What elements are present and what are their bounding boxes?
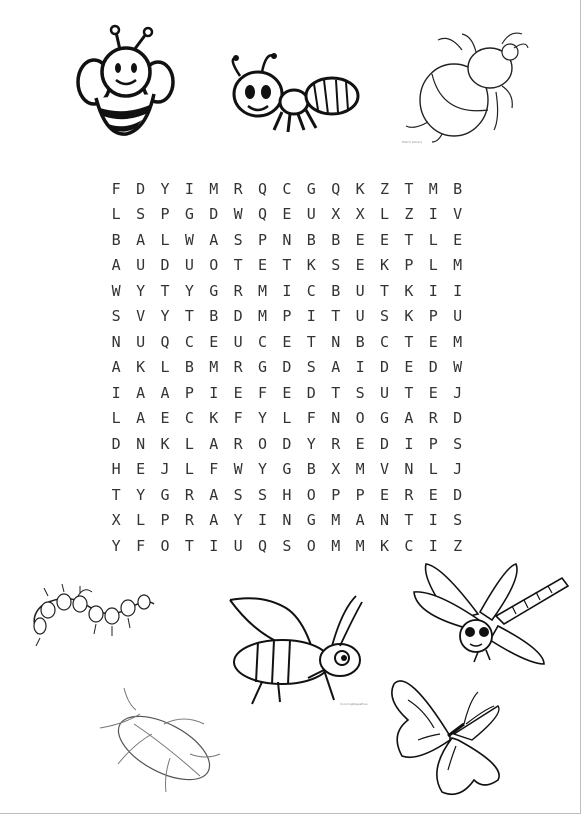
grid-letter: A <box>209 511 219 530</box>
grid-letter: T <box>160 281 170 300</box>
grid-letter: J <box>453 460 463 479</box>
grid-letter: H <box>282 485 292 504</box>
grasshopper-icon <box>222 590 372 710</box>
grid-letter: E <box>282 332 292 351</box>
grid-letter: R <box>233 434 243 453</box>
grid-letter: M <box>453 332 463 351</box>
grid-row <box>104 380 470 406</box>
grid-letter: D <box>453 485 463 504</box>
grid-letter: Y <box>136 281 146 300</box>
grasshopper-credit: ColoringPagesPlus <box>340 702 368 706</box>
grid-letter: D <box>209 205 219 224</box>
grid-letter: C <box>184 409 194 428</box>
grid-letter: T <box>404 383 414 402</box>
grid-letter: E <box>453 230 463 249</box>
centipede-icon <box>18 586 158 656</box>
grid-letter: R <box>233 179 243 198</box>
grid-letter: D <box>233 307 243 326</box>
grid-letter: G <box>160 485 170 504</box>
grid-letter: T <box>331 307 341 326</box>
grid-letter: Z <box>404 205 414 224</box>
grid-letter: P <box>160 205 170 224</box>
grid-letter: M <box>258 281 268 300</box>
grid-letter: I <box>355 358 365 377</box>
grid-letter: L <box>111 409 121 428</box>
grid-letter: D <box>111 434 121 453</box>
grid-letter: E <box>282 383 292 402</box>
grid-letter: K <box>379 536 389 555</box>
grid-letter: Q <box>160 332 170 351</box>
grid-letter: B <box>184 358 194 377</box>
grid-letter: M <box>428 179 438 198</box>
grid-letter: Y <box>258 460 268 479</box>
grid-letter: U <box>355 281 365 300</box>
grid-letter: U <box>233 332 243 351</box>
grid-letter: G <box>209 281 219 300</box>
grid-letter: W <box>233 205 243 224</box>
grid-letter: E <box>379 230 389 249</box>
grid-letter: K <box>160 434 170 453</box>
grid-letter: K <box>136 358 146 377</box>
grid-letter: L <box>379 205 389 224</box>
grid-letter: S <box>379 307 389 326</box>
grid-letter: V <box>379 460 389 479</box>
grid-letter: C <box>404 536 414 555</box>
grid-letter: I <box>258 511 268 530</box>
cockroach-icon <box>94 684 226 794</box>
grid-letter: V <box>453 205 463 224</box>
grid-letter: K <box>209 409 219 428</box>
beetle-icon <box>402 30 530 144</box>
grid-letter: M <box>453 256 463 275</box>
grid-letter: M <box>258 307 268 326</box>
beetle-credit: Hatch Library <box>402 140 423 144</box>
grid-letter: I <box>209 536 219 555</box>
grid-letter: E <box>258 256 268 275</box>
grid-letter: H <box>111 460 121 479</box>
grid-letter: B <box>306 230 316 249</box>
grid-letter: X <box>331 205 341 224</box>
grid-letter: Z <box>453 536 463 555</box>
grid-letter: A <box>136 383 146 402</box>
ant-icon <box>222 50 360 134</box>
grid-letter: S <box>306 358 316 377</box>
grid-row <box>104 227 470 253</box>
grid-letter: I <box>209 383 219 402</box>
grid-row <box>104 278 470 304</box>
grid-letter: I <box>428 536 438 555</box>
grid-letter: B <box>331 230 341 249</box>
grid-letter: Y <box>184 281 194 300</box>
dragonfly-icon <box>412 560 572 686</box>
grid-letter: L <box>184 434 194 453</box>
grid-letter: X <box>111 511 121 530</box>
grid-letter: A <box>331 358 341 377</box>
grid-letter: L <box>160 358 170 377</box>
grid-letter: L <box>428 256 438 275</box>
grid-letter: A <box>136 230 146 249</box>
grid-letter: T <box>111 485 121 504</box>
grid-letter: U <box>453 307 463 326</box>
grid-letter: W <box>453 358 463 377</box>
grid-letter: I <box>453 281 463 300</box>
grid-letter: M <box>355 536 365 555</box>
grid-letter: R <box>331 434 341 453</box>
grid-letter: G <box>184 205 194 224</box>
grid-letter: F <box>233 409 243 428</box>
bee-icon <box>76 24 176 136</box>
grid-letter: N <box>404 460 414 479</box>
grid-letter: Y <box>136 485 146 504</box>
grid-letter: O <box>258 434 268 453</box>
grid-letter: C <box>258 332 268 351</box>
grid-letter: L <box>428 460 438 479</box>
grid-letter: N <box>136 434 146 453</box>
grid-letter: D <box>428 358 438 377</box>
grid-letter: C <box>184 332 194 351</box>
grid-row <box>104 176 470 202</box>
grid-letter: N <box>331 409 341 428</box>
grid-letter: E <box>282 205 292 224</box>
grid-letter: F <box>306 409 316 428</box>
grid-letter: T <box>404 179 414 198</box>
grid-letter: U <box>184 256 194 275</box>
grid-letter: P <box>355 485 365 504</box>
grid-letter: G <box>306 179 316 198</box>
grid-letter: I <box>428 511 438 530</box>
grid-letter: S <box>258 485 268 504</box>
grid-letter: T <box>404 230 414 249</box>
grid-letter: S <box>453 434 463 453</box>
grid-letter: E <box>233 383 243 402</box>
grid-letter: P <box>428 307 438 326</box>
grid-letter: I <box>428 281 438 300</box>
grid-letter: G <box>258 358 268 377</box>
grid-letter: A <box>111 358 121 377</box>
grid-letter: R <box>428 409 438 428</box>
grid-letter: T <box>282 256 292 275</box>
grid-row <box>104 355 470 381</box>
grid-letter: Y <box>111 536 121 555</box>
grid-letter: I <box>282 281 292 300</box>
grid-letter: Q <box>258 205 268 224</box>
grid-row <box>104 202 470 228</box>
grid-letter: A <box>355 511 365 530</box>
grid-letter: R <box>184 511 194 530</box>
grid-letter: U <box>306 205 316 224</box>
grid-letter: P <box>404 256 414 275</box>
grid-letter: C <box>306 281 316 300</box>
grid-letter: P <box>160 511 170 530</box>
grid-letter: D <box>282 434 292 453</box>
grid-letter: T <box>404 511 414 530</box>
grid-letter: W <box>111 281 121 300</box>
grid-letter: P <box>258 230 268 249</box>
grid-letter: N <box>379 511 389 530</box>
grid-letter: B <box>355 332 365 351</box>
grid-letter: E <box>160 409 170 428</box>
grid-letter: Y <box>306 434 316 453</box>
grid-letter: P <box>184 383 194 402</box>
grid-letter: M <box>209 179 219 198</box>
butterfly-icon <box>388 670 528 800</box>
grid-letter: J <box>160 460 170 479</box>
grid-letter: E <box>379 485 389 504</box>
grid-letter: L <box>184 460 194 479</box>
grid-letter: E <box>355 230 365 249</box>
grid-letter: W <box>184 230 194 249</box>
grid-letter: T <box>306 332 316 351</box>
grid-letter: C <box>379 332 389 351</box>
grid-letter: F <box>258 383 268 402</box>
grid-letter: R <box>404 485 414 504</box>
grid-letter: N <box>282 511 292 530</box>
grid-letter: U <box>233 536 243 555</box>
grid-letter: S <box>136 205 146 224</box>
grid-letter: N <box>282 230 292 249</box>
grid-letter: S <box>233 485 243 504</box>
grid-letter: O <box>160 536 170 555</box>
grid-letter: E <box>136 460 146 479</box>
grid-letter: R <box>233 281 243 300</box>
grid-letter: O <box>355 409 365 428</box>
grid-letter: I <box>306 307 316 326</box>
grid-letter: S <box>282 536 292 555</box>
grid-letter: E <box>428 485 438 504</box>
grid-letter: L <box>160 230 170 249</box>
grid-letter: X <box>331 460 341 479</box>
grid-letter: B <box>306 460 316 479</box>
grid-letter: S <box>111 307 121 326</box>
grid-letter: K <box>379 256 389 275</box>
grid-letter: Y <box>258 409 268 428</box>
grid-letter: Q <box>258 536 268 555</box>
grid-row <box>104 533 470 559</box>
grid-letter: K <box>404 307 414 326</box>
grid-letter: F <box>209 460 219 479</box>
grid-letter: R <box>184 485 194 504</box>
grid-letter: A <box>111 256 121 275</box>
grid-letter: U <box>136 256 146 275</box>
grid-letter: S <box>331 256 341 275</box>
grid-letter: L <box>282 409 292 428</box>
grid-letter: B <box>111 230 121 249</box>
grid-letter: T <box>233 256 243 275</box>
grid-letter: O <box>209 256 219 275</box>
grid-letter: N <box>111 332 121 351</box>
grid-letter: M <box>331 511 341 530</box>
grid-letter: P <box>428 434 438 453</box>
grid-letter: B <box>209 307 219 326</box>
grid-letter: K <box>306 256 316 275</box>
grid-letter: E <box>355 256 365 275</box>
grid-letter: G <box>379 409 389 428</box>
grid-letter: F <box>136 536 146 555</box>
grid-letter: D <box>379 358 389 377</box>
grid-letter: T <box>379 281 389 300</box>
word-search-grid <box>104 176 470 559</box>
grid-letter: P <box>331 485 341 504</box>
grid-letter: I <box>111 383 121 402</box>
grid-letter: E <box>355 434 365 453</box>
grid-letter: U <box>379 383 389 402</box>
grid-letter: E <box>428 332 438 351</box>
grid-letter: G <box>306 511 316 530</box>
grid-letter: S <box>453 511 463 530</box>
grid-letter: M <box>209 358 219 377</box>
grid-row <box>104 431 470 457</box>
grid-letter: L <box>111 205 121 224</box>
grid-row <box>104 253 470 279</box>
grid-row <box>104 304 470 330</box>
grid-letter: L <box>136 511 146 530</box>
grid-letter: S <box>355 383 365 402</box>
grid-row <box>104 329 470 355</box>
grid-letter: A <box>136 409 146 428</box>
grid-letter: U <box>136 332 146 351</box>
grid-letter: M <box>355 460 365 479</box>
grid-letter: A <box>209 230 219 249</box>
grid-letter: N <box>331 332 341 351</box>
grid-letter: F <box>111 179 121 198</box>
grid-letter: Q <box>258 179 268 198</box>
grid-row <box>104 482 470 508</box>
grid-letter: T <box>184 307 194 326</box>
grid-letter: S <box>233 230 243 249</box>
grid-letter: M <box>331 536 341 555</box>
grid-letter: T <box>404 332 414 351</box>
grid-letter: Z <box>379 179 389 198</box>
grid-letter: K <box>355 179 365 198</box>
grid-letter: D <box>379 434 389 453</box>
grid-letter: O <box>306 485 316 504</box>
grid-letter: A <box>209 485 219 504</box>
grid-letter: Y <box>160 307 170 326</box>
grid-letter: D <box>453 409 463 428</box>
grid-letter: I <box>404 434 414 453</box>
grid-letter: T <box>184 536 194 555</box>
grid-letter: Y <box>160 179 170 198</box>
grid-letter: C <box>282 179 292 198</box>
grid-letter: D <box>136 179 146 198</box>
grid-letter: I <box>428 205 438 224</box>
grid-letter: U <box>355 307 365 326</box>
grid-letter: B <box>331 281 341 300</box>
grid-letter: G <box>282 460 292 479</box>
grid-letter: Q <box>331 179 341 198</box>
grid-letter: J <box>453 383 463 402</box>
grid-row <box>104 457 470 483</box>
grid-letter: A <box>209 434 219 453</box>
grid-letter: E <box>209 332 219 351</box>
grid-letter: I <box>184 179 194 198</box>
grid-letter: E <box>428 383 438 402</box>
grid-letter: E <box>404 358 414 377</box>
grid-letter: P <box>282 307 292 326</box>
grid-letter: O <box>306 536 316 555</box>
grid-letter: X <box>355 205 365 224</box>
grid-letter: Y <box>233 511 243 530</box>
grid-letter: D <box>282 358 292 377</box>
grid-row <box>104 406 470 432</box>
grid-row <box>104 508 470 534</box>
grid-letter: R <box>233 358 243 377</box>
grid-letter: A <box>404 409 414 428</box>
grid-letter: T <box>331 383 341 402</box>
grid-letter: B <box>453 179 463 198</box>
grid-letter: V <box>136 307 146 326</box>
grid-letter: L <box>428 230 438 249</box>
grid-letter: D <box>306 383 316 402</box>
grid-letter: D <box>160 256 170 275</box>
grid-letter: W <box>233 460 243 479</box>
grid-letter: K <box>404 281 414 300</box>
grid-letter: A <box>160 383 170 402</box>
